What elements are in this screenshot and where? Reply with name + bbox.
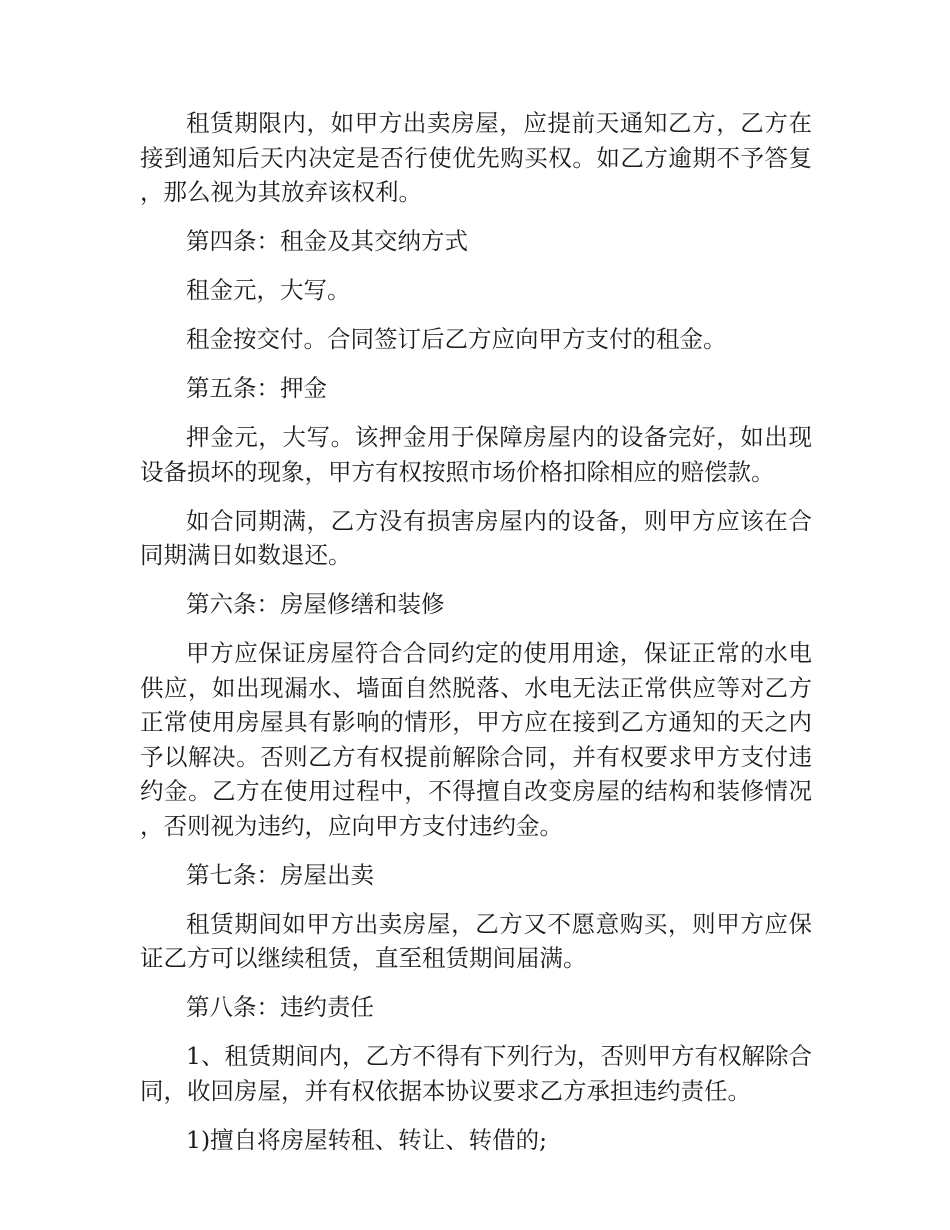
paragraph-deposit-amount: 押金元，大写。该押金用于保障房屋内的设备完好，如出现设备损坏的现象，甲方有权按照市场价格扣除相应的赔偿款。 — [140, 423, 812, 486]
paragraph-rent-payment: 租金按交付。合同签订后乙方应向甲方支付的租金。 — [186, 325, 727, 353]
heading-article-8-liability: 第八条：违约责任 — [186, 993, 374, 1021]
paragraph-liability-clause-1: 1、租赁期间内，乙方不得有下列行为，否则甲方有权解除合同，收回房屋，并有权依据本协议要求乙方承担违约责任。 — [140, 1042, 812, 1105]
paragraph-sale-lease-continuation: 租赁期间如甲方出卖房屋，乙方又不愿意购买，则甲方应保证乙方可以继续租赁，直至租赁期间届满。 — [140, 909, 812, 972]
heading-article-5-deposit: 第五条：押金 — [186, 374, 327, 402]
heading-article-6-repair: 第六条：房屋修缮和装修 — [186, 590, 445, 618]
heading-article-7-sale: 第七条：房屋出卖 — [186, 860, 374, 889]
paragraph-deposit-refund: 如合同期满，乙方没有损害房屋内的设备，则甲方应该在合同期满日如数退还。 — [140, 506, 812, 569]
paragraph-liability-item-1: 1)擅自将房屋转租、转让、转借的; — [186, 1125, 548, 1154]
document-page — [140, 106, 812, 1172]
paragraph-repair-obligations: 甲方应保证房屋符合合同约定的使用用途，保证正常的水电供应，如出现漏水、墙面自然脱落、水电无法正常供应等对乙方正常使用房屋具有影响的情形，甲方应在接到乙方通知的天之内予以解决。否则乙方有权提前解除合同，并有权要求甲方支付违约金。乙方在使用过程中，不得擅自改变房屋的结构和装修情况，否则视为违约，应向甲方支付违约金。 — [140, 639, 812, 840]
heading-article-4-rent: 第四条：租金及其交纳方式 — [186, 227, 468, 255]
paragraph-rent-amount: 租金元，大写。 — [186, 276, 351, 304]
paragraph-preemptive-right: 租赁期限内，如甲方出卖房屋，应提前天通知乙方，乙方在接到通知后天内决定是否行使优先购买权。如乙方逾期不予答复，那么视为其放弃该权利。 — [140, 109, 812, 206]
